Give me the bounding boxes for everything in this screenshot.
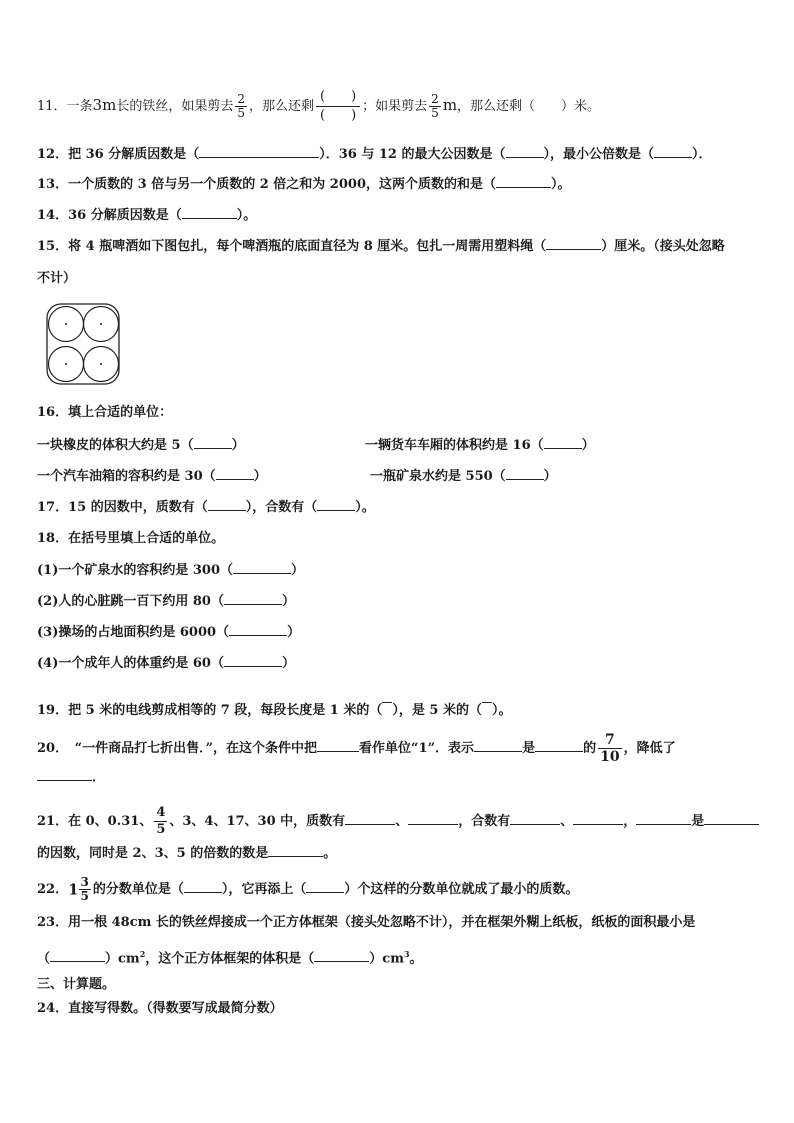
q18-close-4: ） (281, 656, 295, 671)
circle-center-dot (100, 363, 102, 365)
question-18-title (37, 530, 224, 548)
q13-blank[interactable] (496, 175, 551, 188)
q14-text-b: ）。 (236, 208, 257, 223)
question-11 (37, 88, 600, 125)
q17-text-c: ）。 (355, 500, 375, 515)
question-16-row-1-right (365, 436, 595, 455)
q22-mixed-whole: 1 (68, 880, 79, 899)
q21-blank-2[interactable] (408, 812, 458, 825)
q11-text-e: ，那么还剩（ ）米。 (457, 99, 601, 114)
q11-text-b: 长的铁丝，如果剪去 (116, 99, 234, 114)
question-16-row-1-left (37, 436, 245, 455)
q11-text-d: ；如果剪去 (362, 99, 428, 114)
q11-answer-num: ( ) (316, 88, 360, 107)
q23-text-e: ）cm (369, 951, 404, 967)
q20-blank-2[interactable] (474, 739, 522, 752)
q21-text-f: 。 (323, 846, 337, 861)
q21-fraction-den: 5 (156, 822, 166, 837)
q21-blank-5[interactable] (636, 812, 691, 825)
q18-item-4-text: (4)一个成年人的体重约是 60（ (37, 656, 224, 671)
q21-fraction (154, 805, 167, 838)
question-20 (37, 732, 676, 765)
q15-text-b: ）厘米。（接头处忽略 (601, 239, 725, 254)
question-23-line-1 (37, 914, 695, 932)
q12-blank-2[interactable] (506, 145, 544, 158)
q22-fraction (79, 876, 91, 903)
q23-text-b: （ (37, 951, 51, 967)
circle-center-dot (65, 323, 67, 325)
q12-text-a: 12．把 36 分解质因数是（ (37, 147, 200, 162)
q11-answer-den: ( ) (320, 108, 357, 123)
q11-f1-num: 2 (237, 92, 245, 106)
section-3-title: 三、计算题。 (37, 977, 116, 992)
q11-f1-den: 5 (237, 106, 245, 120)
q17-blank-1[interactable] (208, 498, 246, 511)
q16-r2-text-b: ） (253, 469, 267, 484)
q17-blank-2[interactable] (317, 498, 355, 511)
q22-fraction-num: 3 (80, 875, 89, 889)
q23-text-d: ，这个正方体框架的体积是（ (145, 951, 315, 967)
q17-text-a: 17．15 的因数中，质数有（ (37, 500, 208, 515)
question-23-line-2 (37, 945, 423, 968)
q16-blank-2[interactable] (544, 436, 582, 449)
q21-text-b: 、3、4、17、30 中，质数有 (169, 814, 346, 829)
q18-item-2-text: (2)人的心脏跳一百下约用 80（ (37, 594, 224, 609)
q20-fraction-num: 7 (598, 732, 621, 749)
q14-text-a: 14．36 分解质因数是（ (37, 208, 182, 223)
q21-blank-4[interactable] (573, 812, 623, 825)
q20-end: ． (92, 770, 106, 785)
q21-text-c: ，合数有 (458, 814, 511, 829)
q20-text-d: 的 (583, 741, 597, 756)
q21-blank-6[interactable] (704, 812, 759, 825)
q11-fraction-2 (429, 93, 441, 120)
q23-text-f: 。 (409, 951, 423, 967)
q20-blank-1[interactable] (317, 739, 359, 752)
question-21 (37, 805, 759, 838)
q18-close-3: ） (287, 625, 301, 640)
q19-blank-fraction-2[interactable] (482, 702, 492, 711)
question-22 (37, 876, 578, 903)
q15-blank[interactable] (546, 237, 601, 250)
q18-blank-4[interactable] (224, 654, 282, 667)
q22-text-b: 的分数单位是（ (92, 882, 184, 897)
question-15-line-2 (37, 270, 76, 288)
question-16-row-2-right (370, 467, 557, 486)
q12-blank-1[interactable] (199, 145, 319, 158)
q12-blank-3[interactable] (654, 145, 692, 158)
q12-text-d: ）． (692, 147, 712, 162)
q19-text-a: 19．把 5 米的电线剪成相等的 7 段，每段长度是 1 米的（ (37, 703, 383, 718)
q18-item-3-text: (3)操场的占地面积约是 6000（ (37, 625, 230, 640)
q23-superscript-2: 2 (139, 949, 146, 959)
q22-blank-2[interactable] (306, 880, 344, 893)
q20-text-e: ，降低了 (623, 741, 676, 756)
question-21-line-2 (37, 844, 336, 863)
question-14 (37, 206, 256, 225)
q11-f2-num: 2 (431, 92, 439, 106)
q22-fraction-den: 5 (80, 889, 89, 903)
q14-blank[interactable] (182, 206, 237, 219)
q18-blank-1[interactable] (233, 561, 291, 574)
q11-text-c: ，那么还剩 (248, 99, 314, 114)
q20-text-a: 20． “一件商品打七折出售．”，在这个条件中把 (37, 741, 318, 756)
q19-blank-fraction-1[interactable] (382, 702, 392, 711)
q19-text-c: ）。 (492, 703, 512, 718)
q23-blank-2[interactable] (314, 949, 369, 962)
q15-text-a: 15．将 4 瓶啤酒如下图包扎，每个啤酒瓶的底面直径为 8 厘米。包扎一周需用塑料绳（ (37, 239, 547, 254)
question-12 (37, 145, 712, 164)
q22-blank-1[interactable] (184, 880, 222, 893)
q12-text-c: ），最小公倍数是（ (543, 147, 655, 162)
question-16-row-2-left (37, 467, 267, 486)
q13-text-a: 13．一个质数的 3 倍与另一个质数的 2 倍之和为 2000，这两个质数的和是（ (37, 177, 496, 192)
question-18-item-4 (37, 654, 295, 673)
q21-sep-3: ， (623, 814, 637, 829)
q23-text-c: ）cm (105, 951, 140, 967)
q16-r1-text-c: 一辆货车车厢的体积约是 16（ (365, 438, 544, 453)
q21-blank-1[interactable] (345, 812, 395, 825)
bottles-bundle-figure (44, 301, 126, 389)
q20-blank-4[interactable] (37, 768, 92, 781)
q18-close-2: ） (281, 594, 295, 609)
q18-blank-3[interactable] (229, 623, 287, 636)
q23-text-a: 23．用一根 48cm 长的铁丝焊接成一个正方体框架（接头处忽略不计），并在框架外糊上纸板，纸板的面积最小是 (37, 915, 696, 930)
question-18-item-2 (37, 592, 295, 611)
q18-item-1-text: (1)一个矿泉水的容积约是 300（ (37, 563, 234, 578)
q19-text-b: ），是 5 米的（ (392, 703, 482, 718)
question-20-line-2 (37, 768, 105, 787)
question-18-item-1 (37, 561, 304, 580)
q16-r2-text-a: 一个汽车油箱的容积约是 30（ (37, 469, 216, 484)
q18-close-1: ） (291, 563, 305, 578)
q11-unit: m (442, 96, 458, 114)
q11-fraction-1 (235, 93, 247, 120)
q17-text-b: ），合数有（ (245, 500, 318, 515)
question-18-item-3 (37, 623, 300, 642)
q16-r2-text-c: 一瓶矿泉水约是 550（ (370, 469, 506, 484)
question-13 (37, 175, 571, 194)
question-16-title (37, 404, 172, 422)
q20-text-b: 看作单位“1”．表示 (359, 741, 475, 756)
q20-text-c: 是 (522, 741, 536, 756)
q16-r1-text-d: ） (581, 438, 595, 453)
circle-center-dot (65, 363, 67, 365)
q22-text-c: ），它再添上（ (221, 882, 307, 897)
q13-text-b: ）。 (551, 177, 571, 192)
q21-blank-3[interactable] (510, 812, 560, 825)
question-15-line-1 (37, 237, 725, 256)
q20-fraction-den: 10 (600, 749, 620, 765)
q11-answer-fraction[interactable] (316, 88, 360, 125)
q11-f2-den: 5 (431, 106, 439, 120)
bundle-rope (47, 304, 119, 384)
q22-text-d: ）个这样的分数单位就成了最小的质数。 (344, 882, 579, 897)
q11-text-a: 11．一条 (37, 99, 93, 114)
q21-text-d: 是 (691, 814, 705, 829)
q21-sep-2: 、 (560, 814, 574, 829)
q16-r1-text-a: 一块橡皮的体积大约是 5（ (37, 438, 194, 453)
q11-length: 3m (92, 96, 117, 114)
q16-title: 16．填上合适的单位： (37, 405, 173, 420)
circle-center-dot (100, 323, 102, 325)
q18-blank-2[interactable] (224, 592, 282, 605)
q16-r1-text-b: ） (231, 438, 245, 453)
question-19 (37, 702, 512, 720)
q20-fraction (598, 732, 621, 765)
q20-blank-3[interactable] (535, 739, 583, 752)
q16-blank-3[interactable] (216, 467, 254, 480)
q23-blank-1[interactable] (50, 949, 105, 962)
q16-r2-text-d: ） (543, 469, 557, 484)
q18-title: 18．在括号里填上合适的单位。 (37, 531, 225, 546)
section-3-heading (37, 976, 115, 994)
q22-text-a: 22． (37, 882, 69, 897)
q15-text-c: 不计） (37, 271, 77, 286)
q21-text-a: 21．在 0、0.31、 (37, 814, 153, 829)
q21-blank-7[interactable] (268, 844, 323, 857)
q16-blank-1[interactable] (194, 436, 232, 449)
q16-blank-4[interactable] (506, 467, 544, 480)
question-24 (37, 1000, 283, 1018)
q23-superscript-3: 3 (403, 949, 410, 959)
q21-text-e: 的因数，同时是 2、3、5 的倍数的数是 (37, 846, 269, 861)
q21-sep-1: 、 (395, 814, 409, 829)
q12-text-b: ）．36 与 12 的最大公因数是（ (319, 147, 506, 162)
question-17 (37, 498, 375, 517)
q21-fraction-num: 4 (156, 805, 166, 820)
q24-text: 24．直接写得数。（得数要写成最简分数） (37, 1001, 283, 1016)
